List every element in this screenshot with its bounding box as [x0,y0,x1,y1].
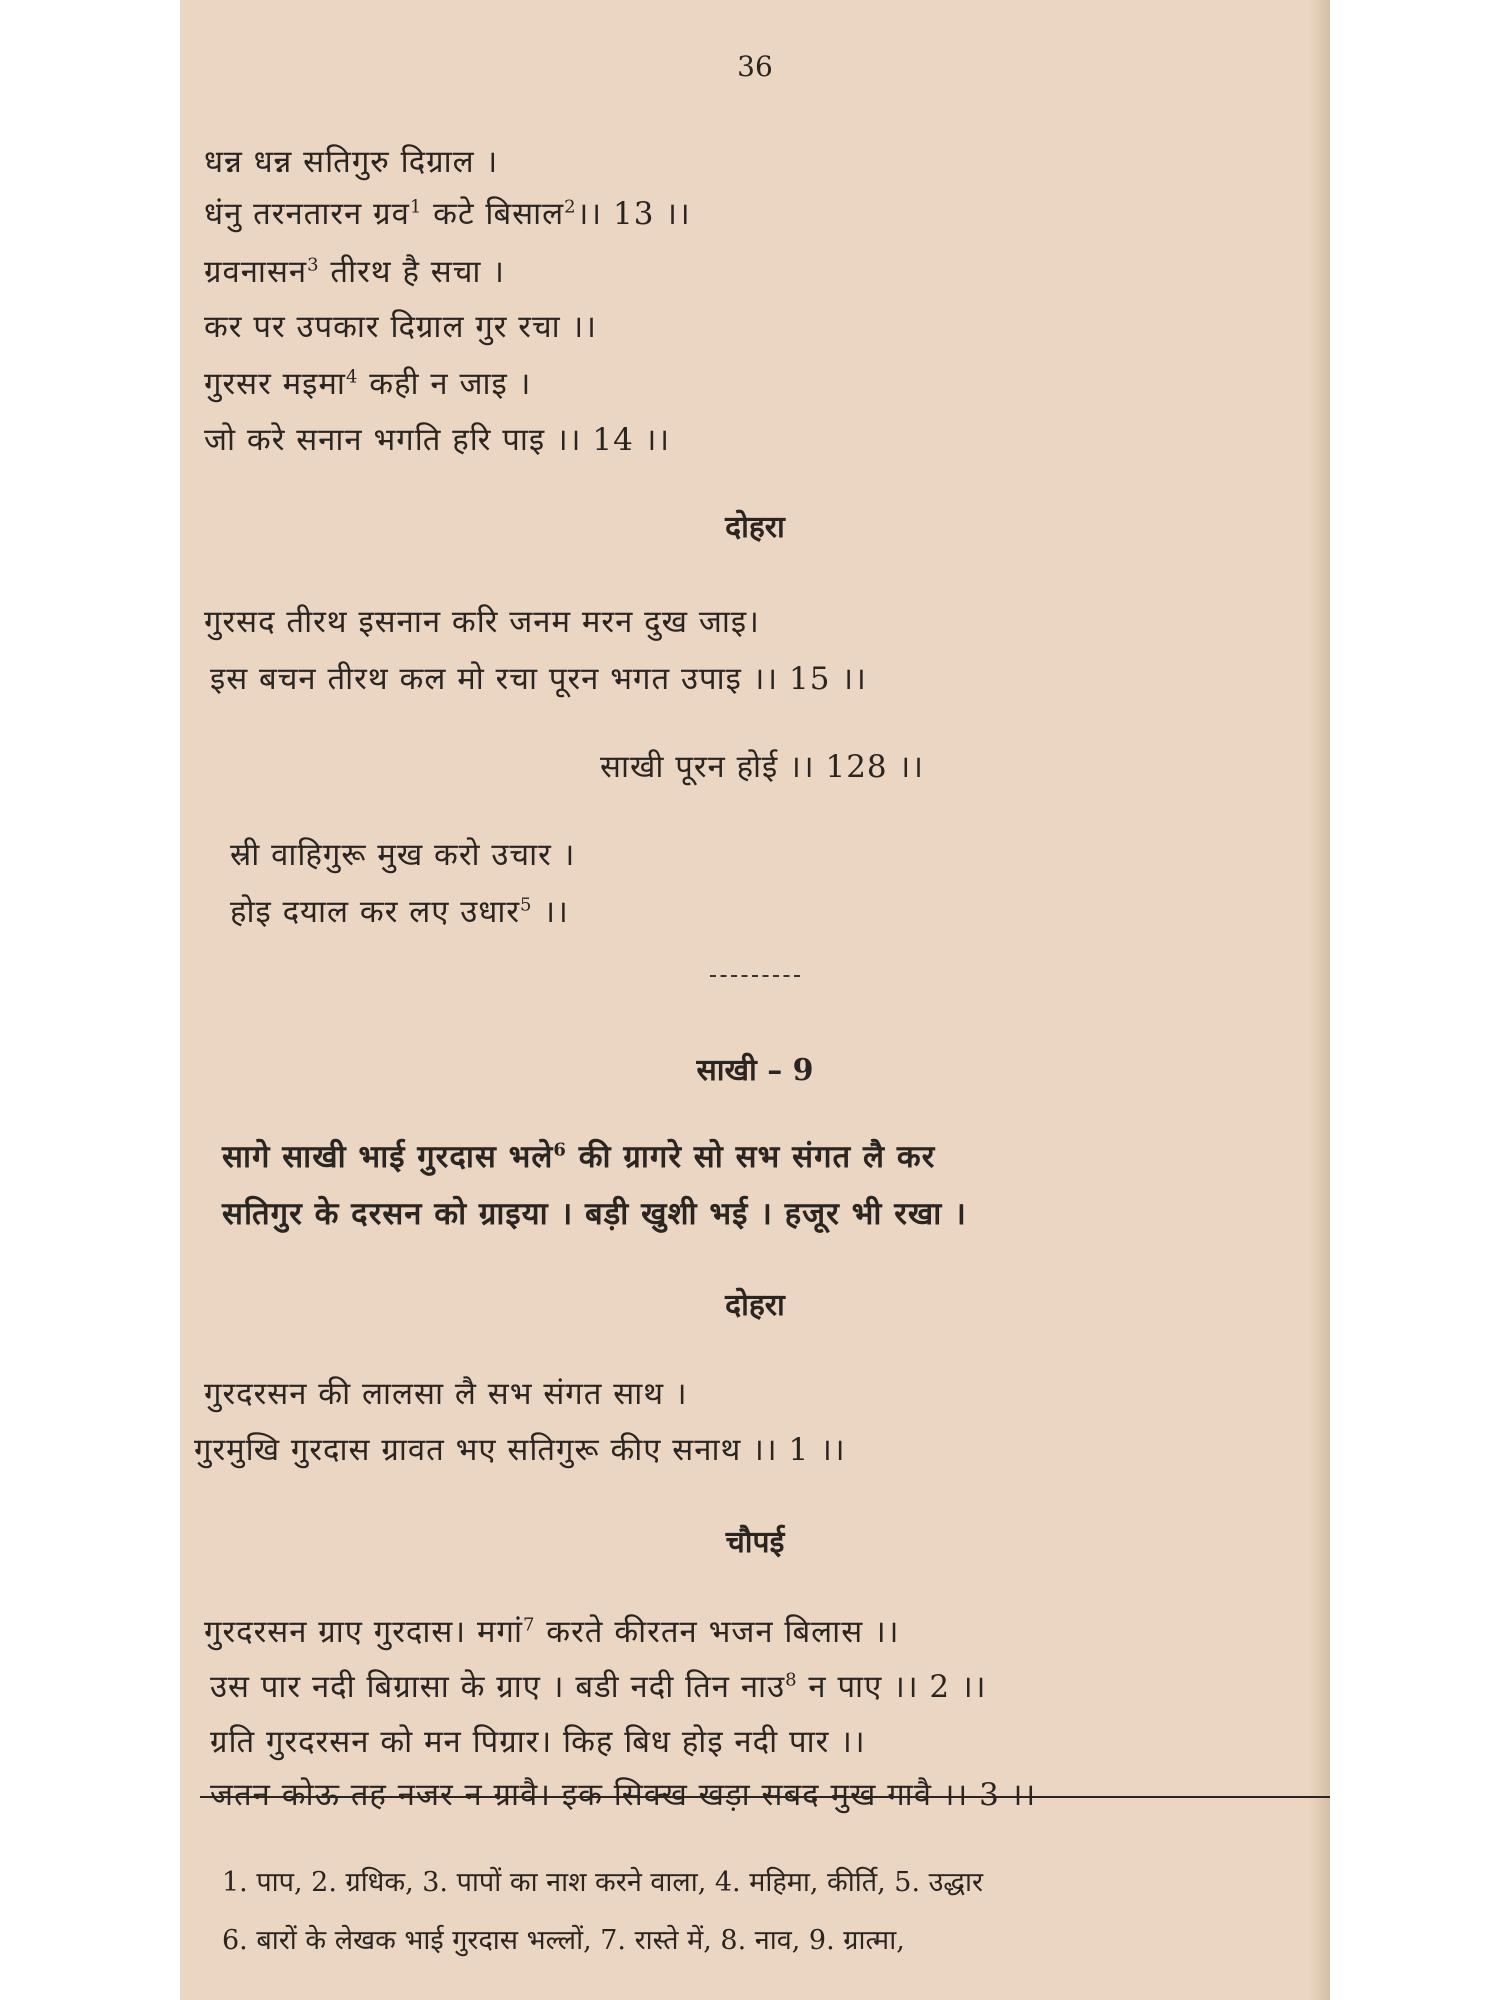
section-heading-dohra: दोहरा [725,1288,785,1323]
footnote-line: 1. पाप, 2. ग्रधिक, 3. पापों का नाश करने वाला, 4. महिमा, कीर्ति, 5. उद्धार [222,1867,984,1898]
page-number: 36 [737,50,773,83]
verse-line: धंनु तरनतारन ग्रव$^1$ कटे बिसाल$^2$।। 13 ।। [204,196,691,232]
verse-line: ग्रति गुरदरसन को मन पिग्रार। किह बिध होइ नदी पार ।। [210,1724,866,1760]
prose-line: सागे साखी भाई गुरदास भले$^6$ की ग्रागरे सो सभ संगत लै कर [222,1139,936,1175]
section-divider [710,975,800,977]
section-heading-chaupai: चौपई [725,1525,785,1560]
footnote-rule [200,1796,1330,1798]
saakhi-end-line: साखी पूरन होई ।। 128 ।। [600,749,925,785]
verse-line: गुरसर मइमा$^4$ कही न जाइ । [204,366,532,402]
verse-line: इस बचन तीरथ कल मो रचा पूरन भगत उपाइ ।। 15 ।। [210,661,867,697]
section-heading-saakhi-9: साखी – 9 [696,1053,814,1088]
book-page [180,0,1330,2000]
footnote-line: 6. बारों के लेखक भाई गुरदास भल्लों, 7. रास्ते में, 8. नाव, 9. ग्रात्मा, [222,1925,905,1956]
verse-line: गुरदरसन ग्राए गुरदास। मगां$^7$ करते कीरतन भजन बिलास ।। [204,1614,900,1650]
verse-line: गुरसद तीरथ इसनान करि जनम मरन दुख जाइ। [204,604,760,640]
verse-line: जतन कोऊ तह नजर न ग्रावै। इक सिक्ख खड़ा सबद मुख गावै ।। 3 ।। [210,1777,1037,1813]
verse-line: गुरदरसन की लालसा लै सभ संगत साथ । [204,1376,688,1412]
prose-line: सतिगुर के दरसन को ग्राइया । बड़ी खुशी भई । हजूर भी रखा । [222,1196,967,1232]
verse-line: ग्रवनासन$^3$ तीरथ है सचा । [204,254,506,290]
verse-line: उस पार नदी बिग्रासा के ग्राए । बडी नदी तिन नाउ$^8$ न पाए ।। 2 ।। [210,1669,987,1705]
verse-line: कर पर उपकार दिग्राल गुर रचा ।। [204,309,598,345]
verse-line: जो करे सनान भगति हरि पाइ ।। 14 ।। [204,422,671,458]
section-heading-dohra: दोहरा [725,510,785,545]
page-edge-shadow [1308,0,1330,2000]
verse-line: धन्न धन्न सतिगुरु दिग्राल । [204,144,499,180]
verse-line: स्री वाहिगुरू मुख करो उचार । [230,837,576,873]
verse-line: गुरमुखि गुरदास ग्रावत भए सतिगुरू कीए सनाथ ।। 1 ।। [194,1432,846,1468]
verse-line: होइ दयाल कर लए उधार$^5$ ।। [230,894,569,930]
